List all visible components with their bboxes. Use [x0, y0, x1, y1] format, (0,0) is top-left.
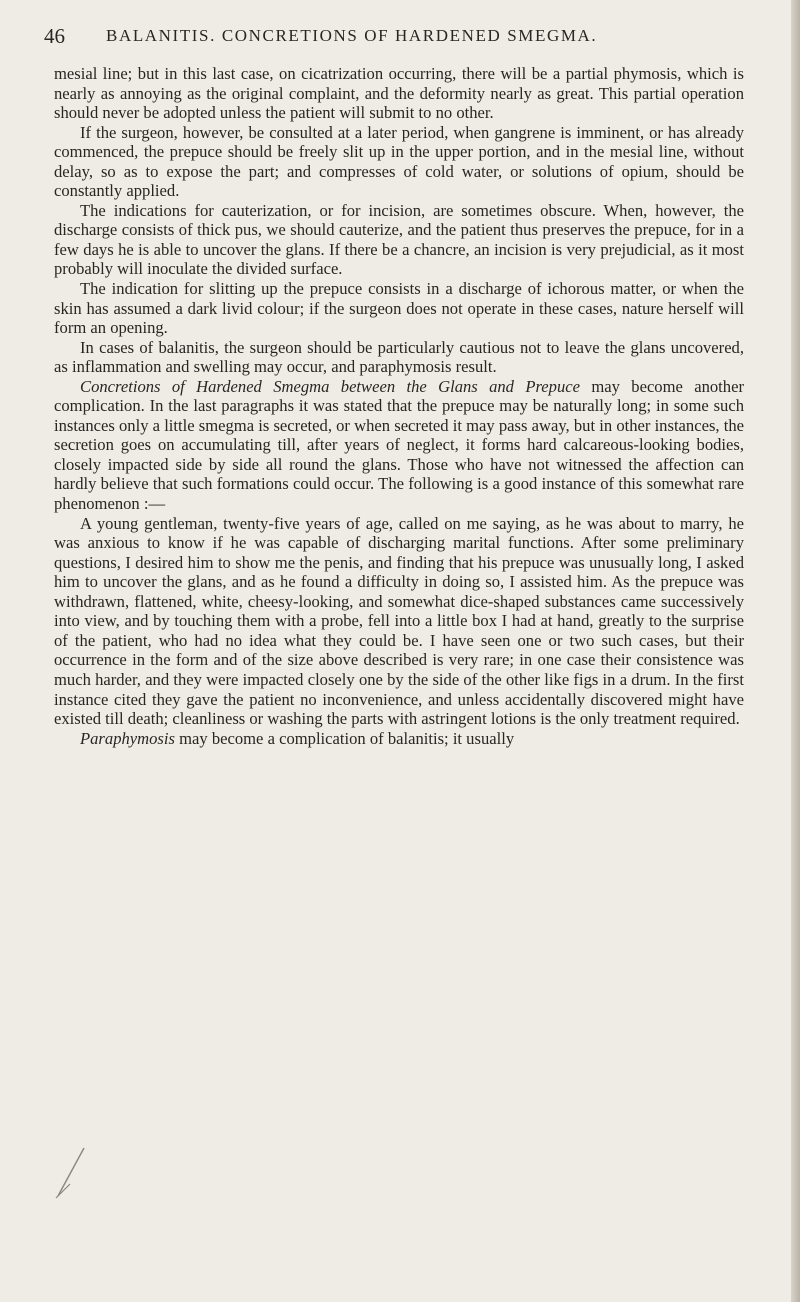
paragraph: In cases of balanitis, the surgeon should be particularly cautious not to leave the glans uncovered, as inflammation and swelling may occur, and paraphymosis result.	[54, 337, 744, 377]
section-text: may become another complication. In the last paragraphs it was stated that the prepuce may be naturally long; in some such instances only a little smegma is secreted, or when secreted it may pass away, but in other instances, the secretion goes on accumulating till, after years of neglect, it forms hard calcareous-looking bodies, closely impacted side by side all round the glans. Those who have not witnessed the affection can hardly believe that such formations could occur. The following is a good instance of this somewhat rare phenomenon :—	[54, 376, 744, 514]
paragraph: If the surgeon, however, be consulted at a later period, when gangrene is imminent, or has already commenced, the prepuce should be freely slit up in the upper portion, and in the mesial line, without delay, so as to expose the part; and compresses of cold water, or solutions of opium, should be constantly applied.	[54, 122, 744, 201]
paraphymosis-text: may become a complication of balanitis; it usually	[179, 728, 515, 748]
page-edge-shadow	[791, 0, 800, 1302]
paraphymosis-paragraph	[54, 729, 744, 749]
pencil-margin-mark	[50, 1144, 90, 1204]
section-heading: Concretions of Hardened Smegma between the Glans and Prepuce	[80, 376, 580, 396]
body-text	[54, 64, 744, 748]
concretions-paragraph	[54, 377, 744, 514]
paragraph: The indications for cauterization, or for incision, are sometimes obscure. When, however, the discharge consists of thick pus, we should cauterize, and the patient thus preserves the prepuce, for in a few days he is able to uncover the glans. If there be a chancre, an incision is very prejudicial, as it most probably will inoculate the divided surface.	[54, 200, 744, 279]
running-title: BALANITIS. CONCRETIONS OF HARDENED SMEGMA.	[106, 26, 598, 45]
running-head	[44, 24, 746, 50]
paragraph: mesial line; but in this last case, on cicatrization occurring, there will be a partial phymosis, which is nearly as annoying as the original complaint, and the deformity nearly as great. This partial operation should never be adopted unless the patient will submit to no other.	[54, 64, 744, 123]
case-report-paragraph: A young gentleman, twenty-five years of age, called on me saying, as he was about to marry, he was anxious to know if he was capable of discharging marital functions. After some preliminary questions, I desired him to show me the penis, and finding that his prepuce was unusually long, I asked him to uncover the glans, and as he found a difficulty in doing so, I assisted him. As the prepuce was withdrawn, flattened, white, cheesy-looking, and somewhat dice-shaped substances came successively into view, and by touching them with a probe, fell into a little box I had at hand, greatly to the surprise of the patient, who had no idea what they could be. I have seen one or two such cases, but their occurrence in the form and of the size above described is very rare; in one case their consistence was much harder, and they were impacted closely one by the side of the other like figs in a drum. In the first instance cited they gave the patient no inconvenience, and unless accidentally discovered might have existed till death; cleanliness or washing the parts with astringent lotions is the only treatment required.	[54, 513, 744, 729]
page-number: 46	[44, 24, 65, 48]
paraphymosis-term: Paraphymosis	[80, 728, 175, 748]
paragraph: The indication for slitting up the prepuce consists in a discharge of ichorous matter, or when the skin has assumed a dark livid colour; if the surgeon does not operate in these cases, nature herself will form an opening.	[54, 279, 744, 338]
